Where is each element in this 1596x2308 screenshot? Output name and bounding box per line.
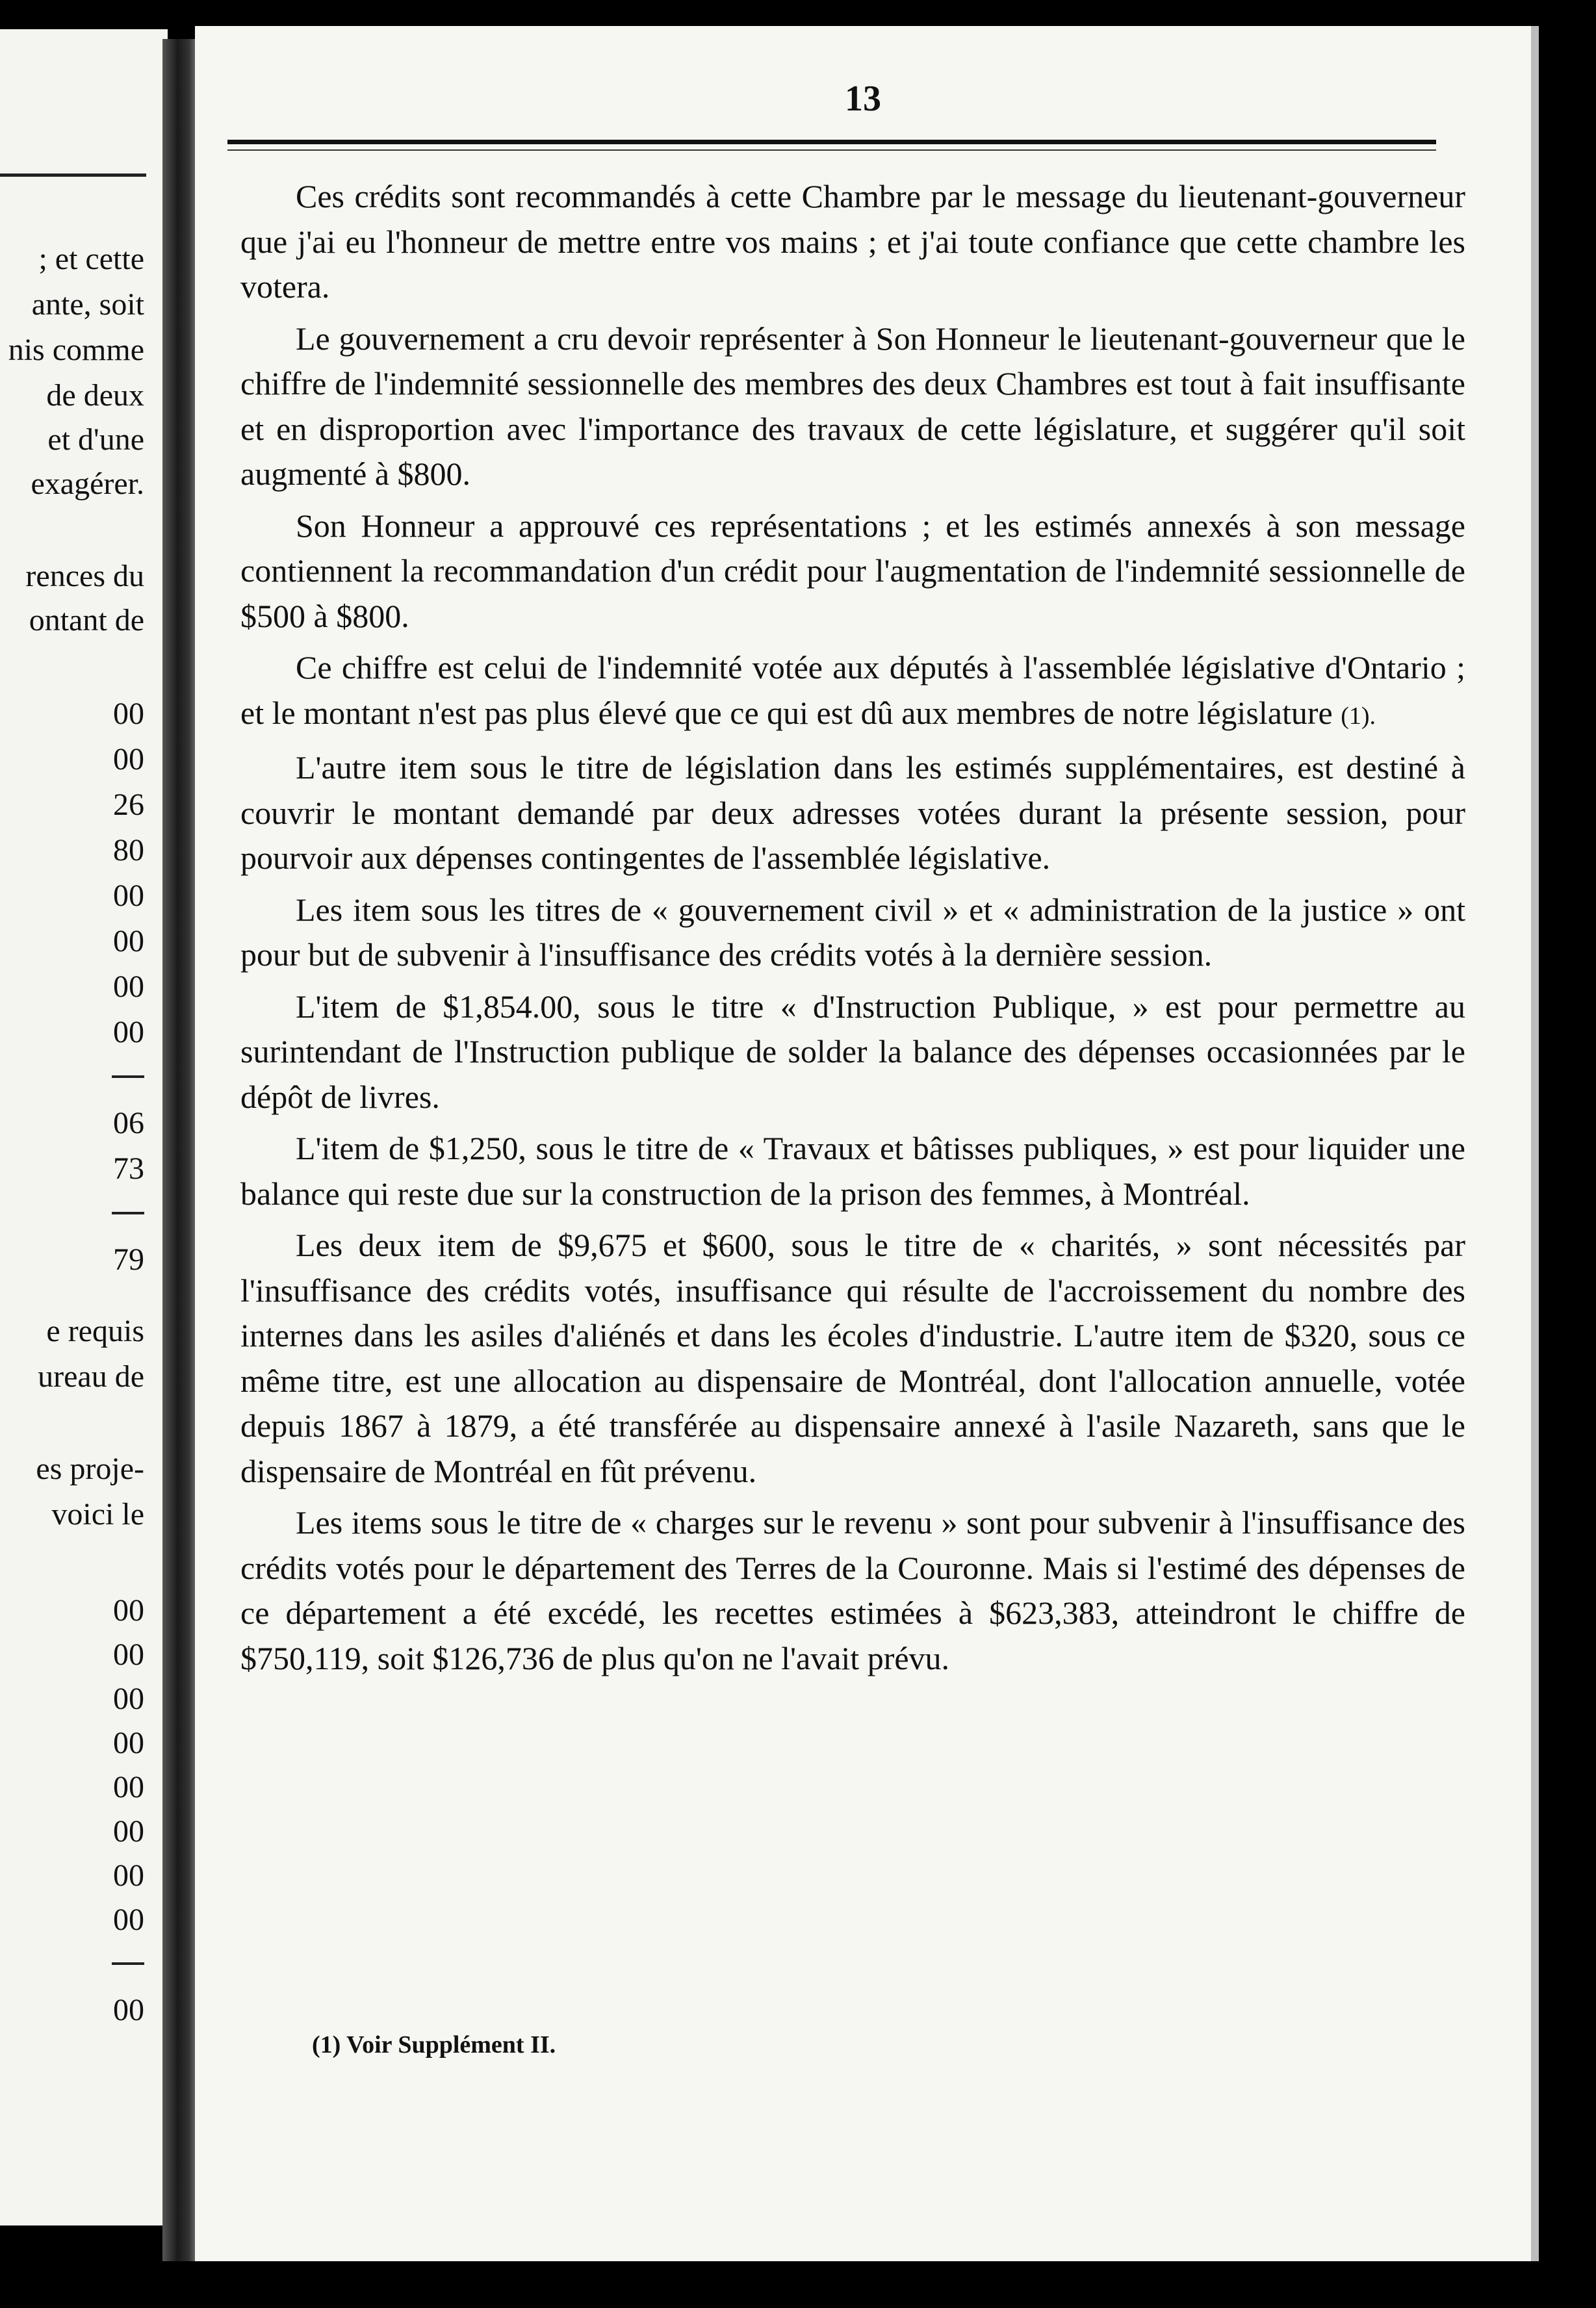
left-page-amount: 00 (113, 1593, 144, 1628)
left-page-amount: 00 (113, 1015, 144, 1049)
left-page-amount: 00 (113, 1993, 144, 2027)
paragraph-text: Ce chiffre est celui de l'indemnité votée aux députés à l'assemblée législative d'Ontario ; et le montant n'est pas plus élevé que ce qui est dû aux membres de notre législature (240, 649, 1465, 731)
left-page-fragment: ante, soit (31, 287, 144, 322)
header-rule-thin (227, 149, 1436, 151)
page-number: 13 (845, 79, 881, 119)
paragraph: Son Honneur a approuvé ces représentations ; et les estimés annexés à son message contiennent la recommandation d'un crédit pour l'augmentation de l'indemnité sessionnelle de $500 à $800. (240, 507, 1465, 634)
left-page-fragment: nis comme (8, 333, 144, 367)
left-page-amount: 79 (113, 1242, 144, 1277)
left-page-amount: 00 (113, 878, 144, 913)
left-page-amount: 00 (113, 1903, 144, 1937)
left-page-fragment: e requis (46, 1314, 144, 1348)
left-page-amount: 00 (113, 1814, 144, 1849)
left-page-amount: 00 (113, 969, 144, 1004)
paragraph: Ces crédits sont recommandés à cette Chambre par le message du lieutenant-gouverneur que j'ai eu l'honneur de mettre entre vos mains ; et j'ai toute confiance que cette chambre les votera. (240, 178, 1465, 305)
footnote: (1) Voir Supplément II. (312, 2031, 556, 2058)
paragraph: L'item de $1,854.00, sous le titre « d'Instruction Publique, » est pour permettre au surintendant de l'Instruction publique de solder la balance des dépenses occasionnées par le dépôt de livres. (240, 988, 1465, 1115)
paragraph: L'item de $1,250, sous le titre de « Travaux et bâtisses publiques, » est pour liquider une balance qui reste due sur la construction de la prison des femmes, à Montréal. (240, 1130, 1465, 1212)
body-text (240, 174, 1465, 1687)
left-page-fragment: ureau de (38, 1359, 144, 1394)
paragraph: L'autre item sous le titre de législation dans les estimés supplémentaires, est destiné à couvrir le montant demandé par deux adresses votées durant la présente session, pour pourvoir aux dépenses contingentes de l'assemblée législative. (240, 749, 1465, 876)
left-page-fragment: ; et cette (38, 242, 144, 276)
left-page-amount: 00 (113, 1858, 144, 1893)
left-page-amount: 26 (113, 788, 144, 822)
left-page-amount: 00 (113, 742, 144, 776)
page-edge (1531, 26, 1539, 2261)
left-page-fragment: de deux (46, 378, 144, 413)
left-page-fragment: voici le (51, 1497, 144, 1532)
left-page-amount: 80 (113, 833, 144, 867)
left-page-fragment: ontant de (29, 603, 144, 637)
left-page-amount: 00 (113, 1682, 144, 1716)
left-page-amount: 73 (113, 1151, 144, 1186)
left-page-sum-rule (112, 1075, 144, 1078)
left-page-amount: 00 (113, 1726, 144, 1760)
left-page-fragment: et d'une (47, 422, 144, 457)
left-page-fragment: rences du (25, 559, 144, 593)
left-page-sum-rule (112, 1962, 144, 1965)
left-page-sum-rule (112, 1212, 144, 1214)
left-page-fragment: es proje- (36, 1452, 144, 1486)
paragraph (240, 645, 1465, 739)
main-page (195, 26, 1531, 2261)
left-page-amount: 00 (113, 697, 144, 731)
footnote-reference: (1). (1341, 702, 1376, 730)
left-page-amount: 00 (113, 1770, 144, 1804)
paragraph: Les item sous les titres de « gouvernement civil » et « administration de la justice » ont pour but de subvenir à l'insuffisance des crédits votés à la dernière session. (240, 891, 1465, 973)
left-page-amount: 00 (113, 924, 144, 958)
paragraph: Les items sous le titre de « charges sur le revenu » sont pour subvenir à l'insuffisance des crédits votés pour le département des Terres de la Couronne. Mais si l'estimé des dépenses de ce département a été excédé, les recettes estimées à $623,383, atteindront le chiffre de $750,119, soit $126,736 de plus qu'on ne l'avait prévu. (240, 1504, 1465, 1676)
left-page-fragment: exagérer. (31, 467, 144, 501)
left-page-amount: 06 (113, 1106, 144, 1140)
left-facing-page (0, 29, 168, 2225)
left-page-amount: 00 (113, 1637, 144, 1672)
paragraph: Les deux item de $9,675 et $600, sous le titre de « charités, » sont nécessités par l'insuffisance des crédits votés, insuffisance qui résulte de l'accroissement du nombre des internes dans les asiles d'aliénés et dans les écoles d'industrie. L'autre item de $320, sous ce même titre, est une allocation au dispensaire de Montréal, dont l'allocation annuelle, votée depuis 1867 à 1879, a été transférée au dispensaire annexé à l'asile Nazareth, sans que le dispensaire de Montréal en fût prévenu. (240, 1227, 1465, 1489)
left-page-rule (0, 173, 146, 177)
paragraph: Le gouvernement a cru devoir représenter à Son Honneur le lieutenant-gouverneur que le chiffre de l'indemnité sessionnelle des membres des deux Chambres est tout à fait insuffisante et en disproportion avec l'importance des travaux de cette législature, et suggérer qu'il soit augmenté à $800. (240, 320, 1465, 492)
header-rule (227, 140, 1436, 144)
